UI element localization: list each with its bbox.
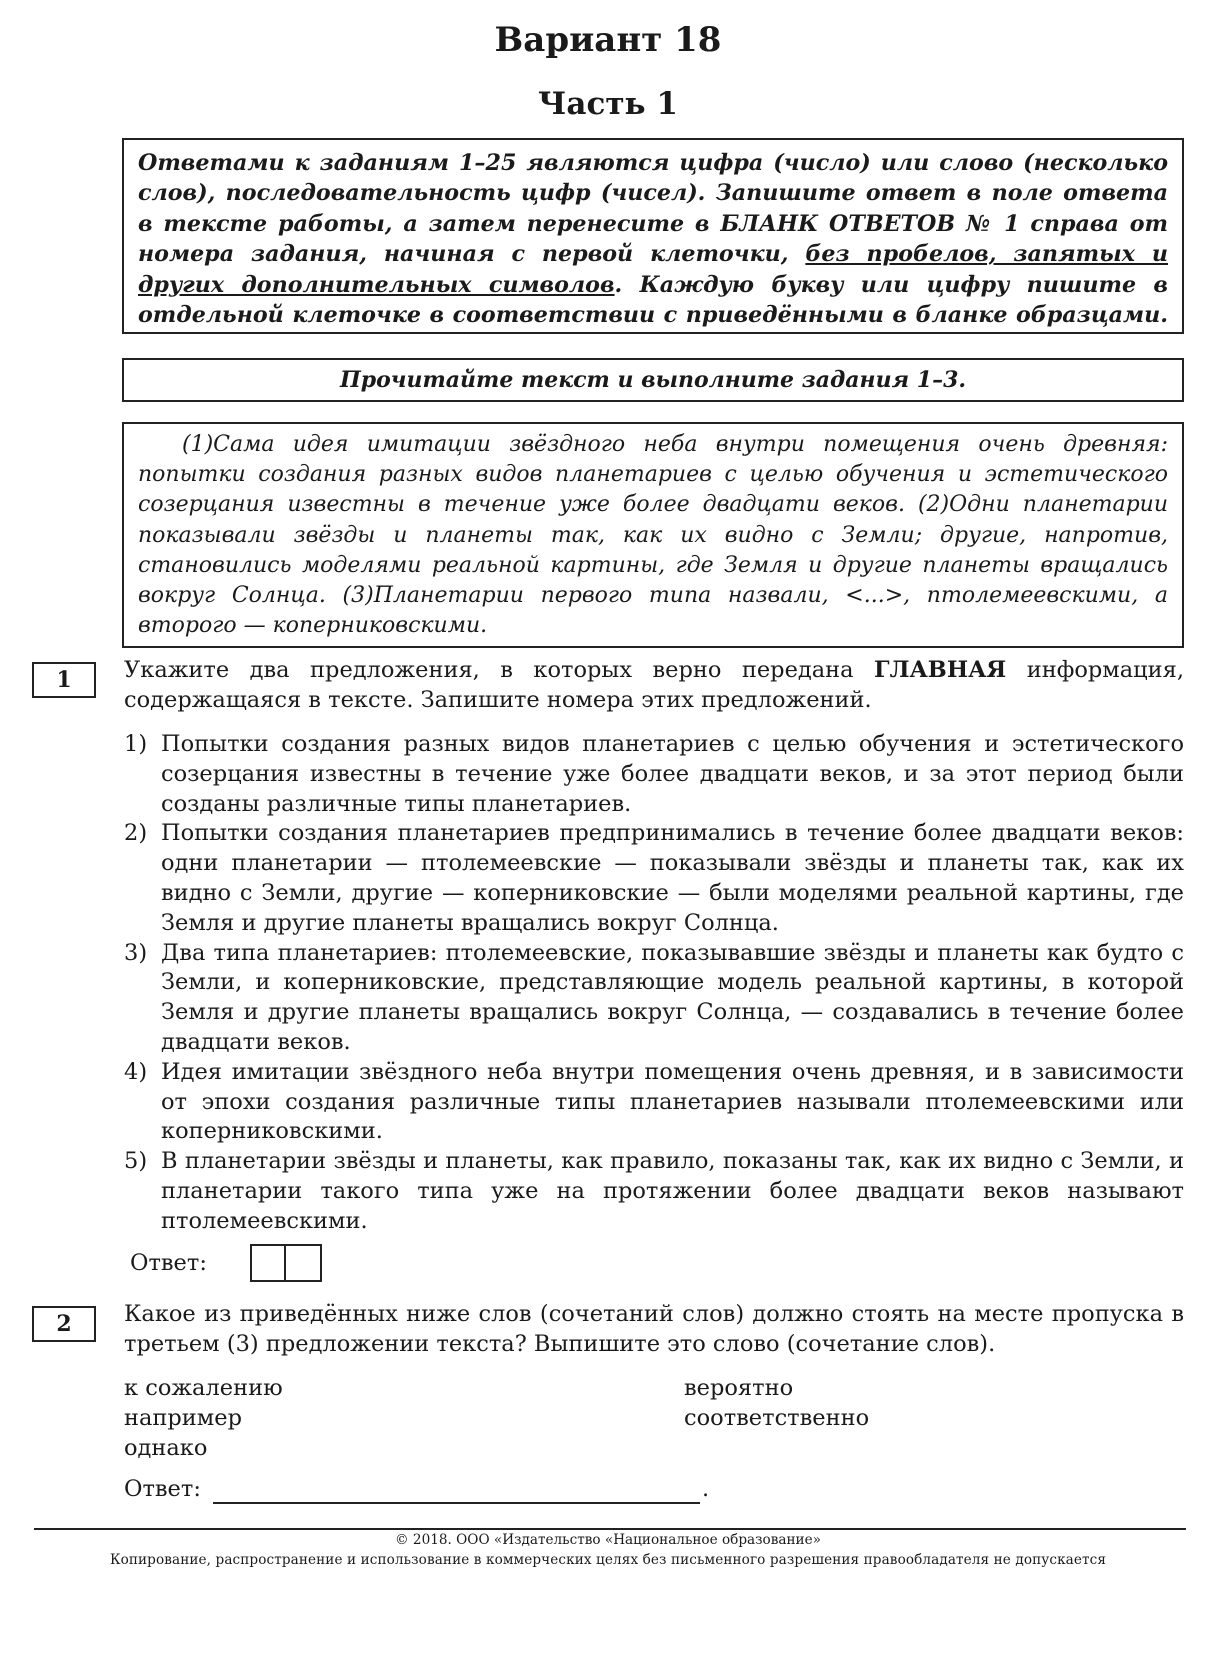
word-choice: соответственно xyxy=(684,1404,870,1431)
part-title: Часть 1 xyxy=(538,86,678,122)
read-prompt: Прочитайте текст и выполните задания 1–3. xyxy=(339,367,967,393)
instructions-text xyxy=(138,148,1168,330)
option-text: В планетарии звёзды и планеты, как правило, показаны так, как их видно с Земли, и планетарии такого типа уже на протяжении более двадцати веков называют птолемеевскими. xyxy=(161,1148,1184,1234)
passage-text: (1)Сама идея имитации звёздного неба внутри помещения очень древняя: попытки создания разных видов планетариев с целью обучения и эстетического созерцания известны в течение уже более двадцати веков. (2)Одни планетарии показывали звёзды и планеты так, как их видно с Земли; другие, напротив, становились моделями реальной картины, где Земля и другие планеты вращались вокруг Солнца. (3)Планетарии первого типа назвали, <...>, птолемеевскими, а второго — коперниковскими. xyxy=(138,432,1168,639)
task-number-1: 1 xyxy=(32,662,96,698)
task1-answer-cells xyxy=(250,1244,322,1282)
word-choice: вероятно xyxy=(684,1375,794,1401)
passage-box xyxy=(122,422,1184,648)
list-item xyxy=(124,1058,1184,1147)
answer-cell[interactable] xyxy=(250,1244,286,1282)
footer-divider xyxy=(34,1528,1186,1530)
option-number: 4) xyxy=(124,1058,148,1085)
instructions-text-start: Ответами к заданиям 1–25 являются цифра (число) или слово (несколько слов), последовательность цифр (чисел). Запишите ответ в поле ответа в тексте работы, а затем перенесите в БЛАНК ОТВЕТОВ № 1 справа от номера задания, начиная с первой клеточки, xyxy=(138,150,1168,268)
instructions-text-end: . Каждую букву или цифру пишите в отдельной клеточке в соответствии с приведёнными в бланке образцами. xyxy=(138,271,1168,329)
list-item xyxy=(124,939,1184,1058)
task2-prompt: Какое из приведённых ниже слов (сочетаний слов) должно стоять на месте пропуска в третьем (3) предложении текста? Выпишите это слово (сочетание слов). xyxy=(124,1301,1184,1357)
read-prompt-box xyxy=(122,358,1184,402)
option-number: 1) xyxy=(124,731,148,757)
list-item xyxy=(124,819,1184,938)
task2-word-choices xyxy=(124,1374,1184,1470)
list-item xyxy=(124,1147,1184,1236)
task1-prompt-start: Укажите два предложения, в которых верно передана xyxy=(124,657,875,683)
instructions-text-underlined: без пробелов, запятых и других дополнительных символов xyxy=(138,241,1168,298)
variant-title: Вариант 18 xyxy=(494,20,722,60)
option-text: Два типа планетариев: птолемеевские, показывавшие звёзды и планеты как будто с Земли, и коперниковские, представляющие модель реальной картины, в которой Земля и другие планеты вращались вокруг Солнца, — создавались в течение более двадцати веков. xyxy=(161,939,1184,1055)
word-choice: к сожалению xyxy=(124,1375,283,1401)
option-number: 5) xyxy=(124,1148,148,1175)
option-number: 3) xyxy=(124,939,148,966)
task1-prompt-end: информация, содержащаяся в тексте. Запишите номера этих предложений. xyxy=(124,657,1184,713)
task2-answer-label: Ответ: xyxy=(124,1476,201,1502)
answer-cell[interactable] xyxy=(286,1244,322,1282)
task-number-2: 2 xyxy=(32,1306,96,1342)
option-text: Попытки создания планетариев предпринимались в течение более двадцати веков: одни планетарии — птолемеевские — показывали звёзды и планеты так, как их видно с Земли, другие — коперниковские — были моделями реальной картины, где Земля и другие планеты вращались вокруг Солнца. xyxy=(161,820,1184,936)
word-choice: однако xyxy=(124,1434,208,1461)
word-column-right xyxy=(684,1374,869,1434)
task1-prompt xyxy=(124,656,1184,716)
task2-answer-end: . xyxy=(702,1476,710,1502)
task1-options xyxy=(124,730,1184,1237)
option-text: Идея имитации звёздного неба внутри помещения очень древняя, и в зависимости от эпохи создания различные типы планетариев называли птолемеевскими или коперниковскими. xyxy=(161,1058,1184,1145)
option-text: Попытки создания разных видов планетариев с целью обучения и эстетического созерцания известны в течение уже более двадцати веков, и за этот период были созданы различные типы планетариев. xyxy=(161,731,1184,817)
list-item xyxy=(124,730,1184,819)
task1-prompt-bold: ГЛАВНАЯ xyxy=(874,657,1007,683)
word-column-left xyxy=(124,1374,283,1463)
word-choice: например xyxy=(124,1404,243,1431)
task2-answer-line[interactable] xyxy=(213,1502,700,1504)
footer-copyright: © 2018. ООО «Издательство «Национальное образование» xyxy=(395,1532,821,1548)
option-number: 2) xyxy=(124,820,148,847)
footer-notice: Копирование, распространение и использование в коммерческих целях без письменного разрешения правообладателя не допускается xyxy=(109,1552,1107,1568)
instructions-box xyxy=(122,138,1184,334)
task1-answer-label: Ответ: xyxy=(130,1250,207,1276)
